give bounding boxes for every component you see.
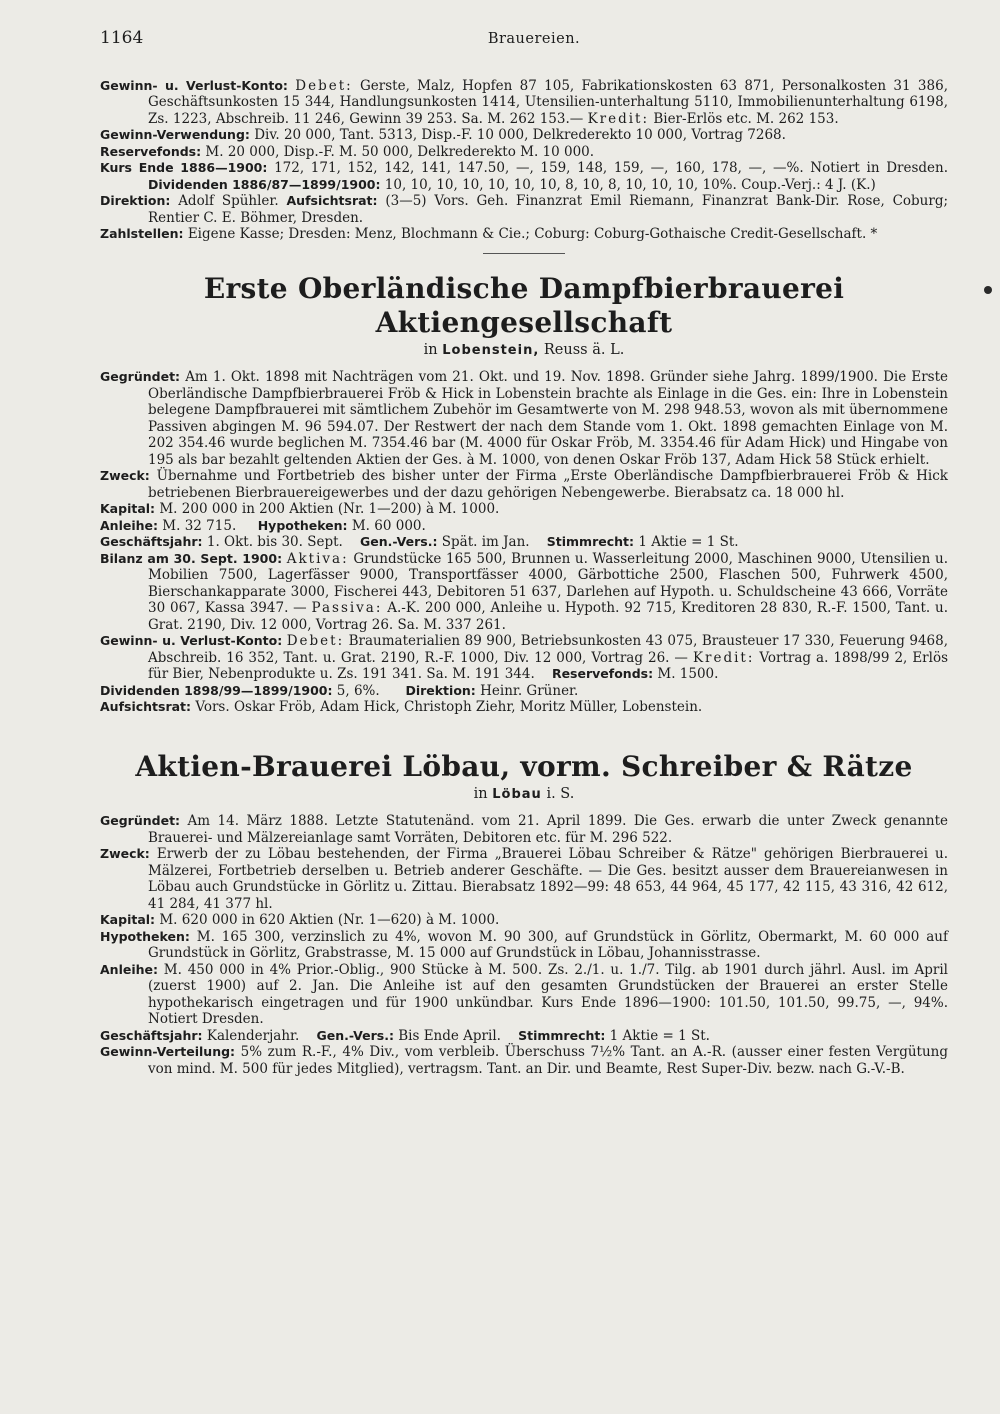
purpose: Zweck: Übernahme und Fortbetrieb des bisher unter der Firma „Erste Oberländische Dampfbierbrauerei Fröb & Hick betriebenen Bierbrauereigewerbes und der dazu gehörigen Nebengewerbe. Bierabsatz ca. 18 000 hl.	[100, 468, 948, 501]
capital: Kapital: M. 620 000 in 620 Aktien (Nr. 1—620) à M. 1000.	[100, 912, 500, 928]
share-prices: Kurs Ende 1886—1900: 172, 171, 152, 142, 141, 147.50, —, 159, 148, 159, —, 160, 178, —, —%. Notiert in Dresden. Dividenden 1886/87—1899/1900: 10, 10, 10, 10, 10, 10, 10, 8, 10, 8, 10, 10, 10, 10%. Coup.-Verj.: 4 J. (K.)	[100, 160, 949, 193]
company-title: Erste Oberländische Dampfbierbrauerei Aktiengesellschaft	[203, 271, 845, 339]
company-entry-lobenstein	[100, 272, 948, 716]
page-header	[100, 30, 948, 48]
company-entry-loebau	[100, 750, 948, 1078]
company-location: in Löbau i. S.	[473, 785, 575, 802]
section-divider	[483, 253, 565, 254]
fiscal-year: Geschäftsjahr: Kalenderjahr. Gen.-Vers.: Bis Ende April. Stimmrecht: 1 Aktie = 1 St.	[100, 1027, 710, 1044]
founded: Gegründet: Am 14. März 1888. Letzte Statutenänd. vom 21. April 1899. Die Ges. erwarb die unter Zweck genannte Brauerei- und Mälzereianlage samt Vorräten, Debitoren etc. für M. 296 522.	[100, 813, 949, 846]
reserve-funds: Reservefonds: M. 20 000, Disp.-F. M. 50 000, Delkrederekto M. 10 000.	[100, 143, 595, 160]
supervisory-board: Aufsichtsrat: Vors. Oskar Fröb, Adam Hick, Christoph Ziehr, Moritz Müller, Lobenstein.	[100, 699, 703, 715]
page-number: 1164	[100, 28, 144, 48]
fiscal-year: Geschäftsjahr: 1. Okt. bis 30. Sept. Gen.-Vers.: Spät. im Jan. Stimmrecht: 1 Aktie = 1 St.	[100, 534, 739, 550]
balance-sheet: Bilanz am 30. Sept. 1900: Aktiva: Grundstücke 165 500, Brunnen u. Wasserleitung 2000, Maschinen 9000, Utensilien u. Mobilien 7500, Lagerfässer 9000, Transportfässer 4000, Gärbottiche 2500, Flaschen 500, Fuhrwerk 4500, Bierschankapparate 3000, Fischerei 443, Debitoren 51 637, Darlehen auf Hypoth. u. Schuldscheine 43 666, Vorräte 30 067, Kassa 3947. — Passiva: A.-K. 200 000, Anleihe u. Hypoth. 92 715, Kreditoren 28 830, R.-F. 1500, Tant. u. Grat. 2190, Div. 12 000, Vortrag 26. Sa. M. 337 261.	[100, 550, 948, 633]
company-title: Aktien-Brauerei Löbau, vorm. Schreiber & Rätze	[135, 749, 913, 783]
paying-agents: Zahlstellen: Eigene Kasse; Dresden: Menz, Blochmann & Cie.; Coburg: Coburg-Gothaische Credit-Gesellschaft. *	[100, 226, 878, 242]
loan: Anleihe: M. 450 000 in 4% Prior.-Oblig., 900 Stücke à M. 500. Zs. 2./1. u. 1./7. Tilg. ab 1901 durch jährl. Ausl. im April (zuerst 1900) auf 2. Jan. Die Anleihe ist auf den gesamten Grundstücken der Brauerei an erster Stelle hypothekarisch eingetragen und für 1900 unkündbar. Kurs Ende 1896—1900: 101.50, 101.50, 99.75, —, 94%. Notiert Dresden.	[100, 961, 949, 1027]
spacer	[100, 716, 948, 746]
founded: Gegründet: Am 1. Okt. 1898 mit Nachträgen vom 21. Okt. und 19. Nov. 1898. Gründer siehe Jahrg. 1899/1900. Die Erste Oberländische Dampfbierbrauerei Fröb & Hick in Lobenstein brachte als Einlage in die Ges. ein: Ihre in Lobenstein belegene Dampfbrauerei mit sämtlichem Zubehör im Gesamtwerte von M. 298 948.53, wovon als mit übernommene Passiven abgingen M. 96 594.07. Der Restwert der nach dem Stande vom 1. Okt. 1898 gemachten Einlage von M. 202 354.46 wurde beglichen M. 7354.46 bar (M. 4000 für Oskar Fröb, M. 3354.46 für Adam Hick) und Hingabe von 195 als bar bezahlt geltenden Aktien der Ges. à M. 1000, von denen Oskar Fröb 137, Adam Hick 58 Stück erhielt.	[100, 369, 948, 468]
binding-hole	[984, 286, 992, 294]
purpose: Zweck: Erwerb der zu Löbau bestehenden, der Firma „Brauerei Löbau Schreiber & Rätze" gehörigen Bierbrauerei u. Mälzerei, Fortbetrieb derselben u. Betrieb anderer Geschäfte. — Die Ges. besitzt ausser dem Brauereianwesen in Löbau auch Grundstücke in Görlitz u. Zittau. Bierabsatz 1892—99: 48 653, 44 964, 45 177, 42 115, 43 316, 42 612, 41 284, 41 377 hl.	[100, 846, 949, 912]
profit-distribution: Gewinn-Verteilung: 5% zum R.-F., 4% Div., vom verbleib. Überschuss 7½% Tant. an A.-R. (ausser einer festen Vergütung von mind. M. 500 für jedes Mitglied), vertragsm. Tant. an Dir. und Beamte, Rest Super-Div. bezw. nach G.-V.-B.	[100, 1044, 948, 1077]
capital: Kapital: M. 200 000 in 200 Aktien (Nr. 1—200) à M. 1000.	[100, 501, 500, 517]
mortgages: Hypotheken: M. 165 300, verzinslich zu 4%, wovon M. 90 300, auf Grundstück in Görlitz, Obermarkt, M. 60 000 auf Grundstück in Görlitz, Grabstrasse, M. 15 000 auf Grundstück in Löbau, Johannisstrasse.	[100, 928, 949, 961]
profit-distribution: Gewinn-Verwendung: Div. 20 000, Tant. 5313, Disp.-F. 10 000, Delkrederekto 10 000, Vortrag 7268.	[100, 127, 786, 143]
entry-continued	[100, 78, 948, 243]
company-location: in Lobenstein, Reuss ä. L.	[423, 341, 625, 358]
management: Direktion: Adolf Spühler. Aufsichtsrat: (3—5) Vors. Geh. Finanzrat Emil Riemann, Finanzrat Bank-Dir. Rose, Coburg; Rentier C. E. Böhmer, Dresden.	[100, 193, 949, 226]
dividends-management: Dividenden 1898/99—1899/1900: 5, 6%. Direktion: Heinr. Grüner.	[100, 682, 579, 699]
loan-mortgages: Anleihe: M. 32 715. Hypotheken: M. 60 000.	[100, 517, 426, 534]
profit-loss-account: Gewinn- u. Verlust-Konto: Debet: Gerste, Malz, Hopfen 87 105, Fabrikationskosten 63 871, Personalkosten 31 386, Geschäftsunkosten 15 344, Handlungsunkosten 1414, Utensilien-unterhaltung 5110, Immobilienunterhaltung 6198, Zs. 1223, Abschreib. 11 246, Gewinn 39 253. Sa. M. 262 153.— Kredit: Bier-Erlös etc. M. 262 153.	[100, 77, 948, 127]
running-title: Brauereien.	[487, 31, 581, 47]
label: Gewinn- u. Verlust-Konto:	[100, 77, 288, 93]
profit-loss-account: Gewinn- u. Verlust-Konto: Debet: Braumaterialien 89 900, Betriebsunkosten 43 075, Brausteuer 17 330, Feuerung 9468, Abschreib. 16 352, Tant. u. Grat. 2190, R.-F. 1000, Div. 12 000, Vortrag 26. — Kredit: Vortrag a. 1898/99 2, Erlös für Bier, Nebenprodukte u. Zs. 191 341. Sa. M. 191 344. Reservefonds: M. 1500.	[100, 633, 949, 682]
